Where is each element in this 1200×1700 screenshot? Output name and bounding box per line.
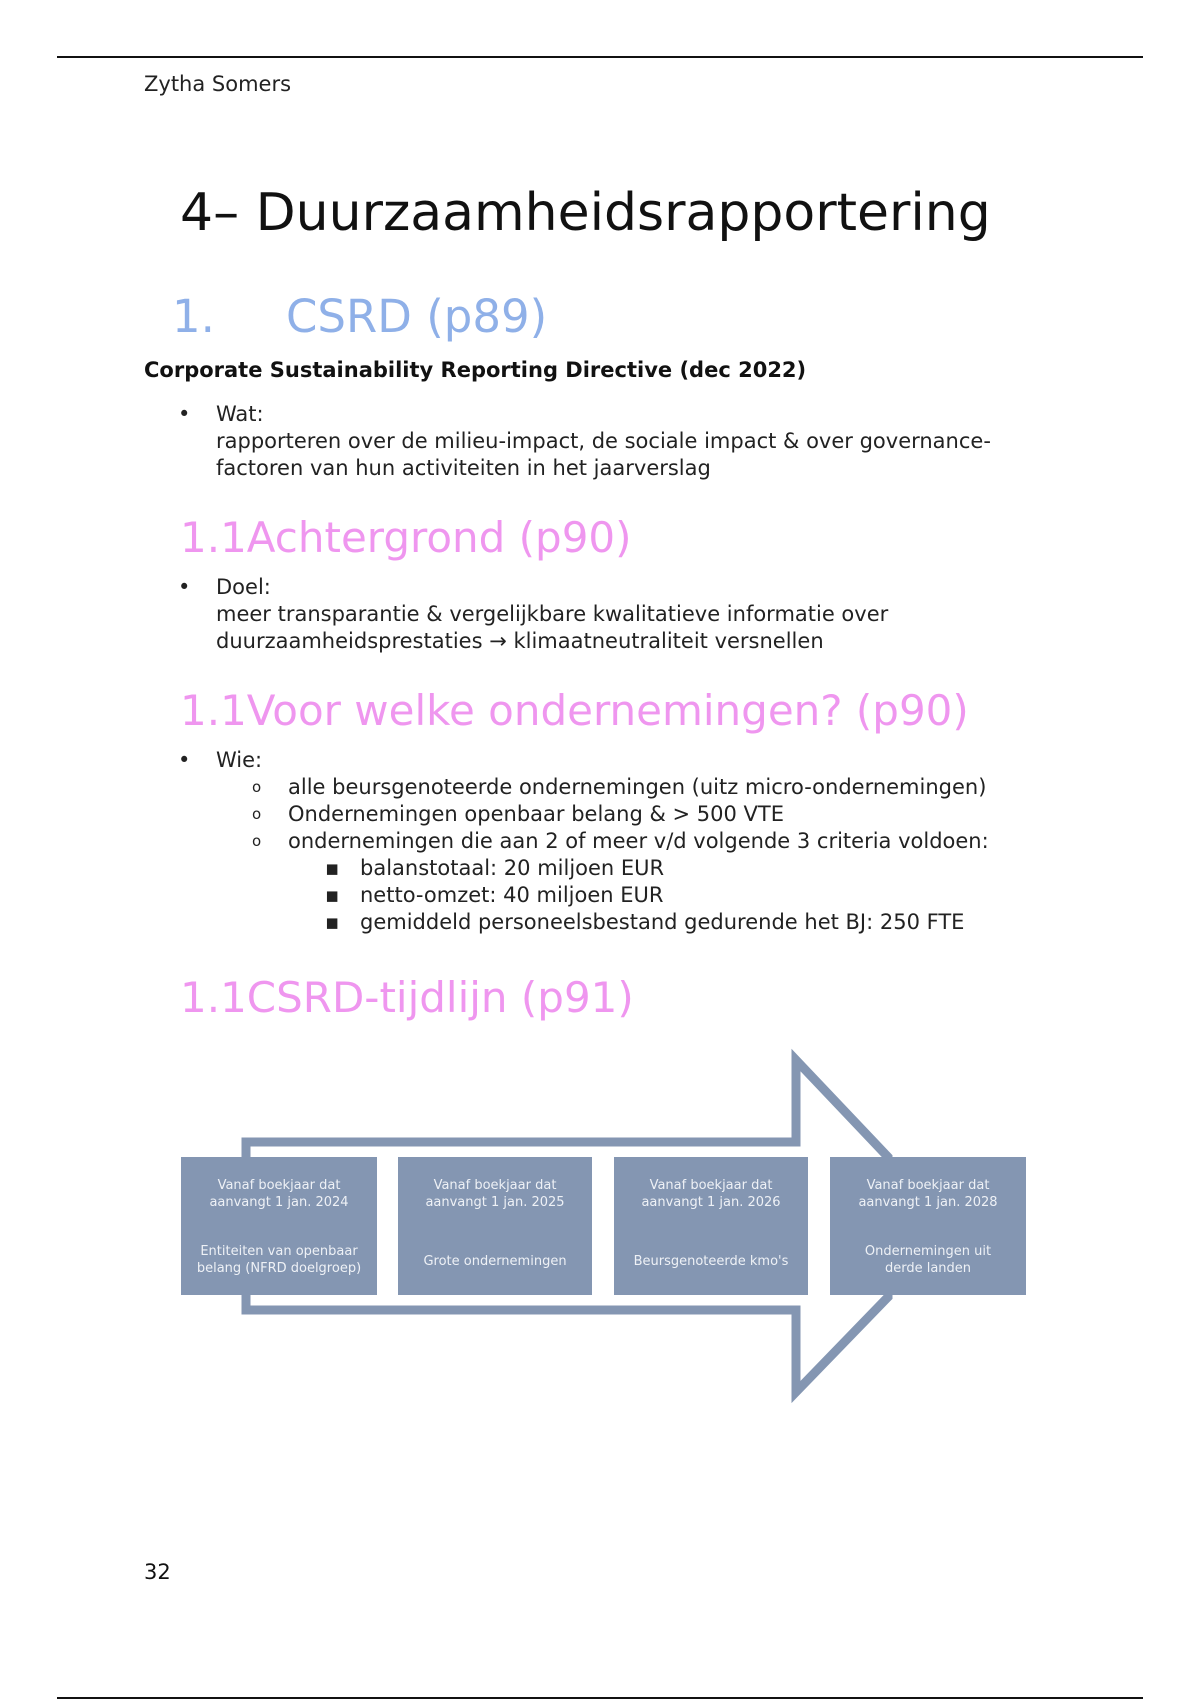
bullet-icon: •: [178, 402, 191, 426]
timeline-step-date: Vanaf boekjaar dat aanvangt 1 jan. 2028: [858, 1178, 998, 1210]
bullet-label: Doel:: [216, 575, 271, 599]
timeline-step: [181, 1157, 377, 1295]
bullet-text-line: factoren van hun activiteiten in het jaarverslag: [216, 456, 711, 480]
timeline-step: [830, 1157, 1026, 1295]
criteria-item: ▪ netto-omzet: 40 miljoen EUR: [325, 883, 664, 907]
bullet-text-line: duurzaamheidsprestaties → klimaatneutraliteit versnellen: [216, 629, 824, 653]
circle-bullet-icon: o: [252, 832, 262, 850]
sub-list-item: o Ondernemingen openbaar belang & > 500 VTE: [252, 802, 785, 826]
heading-voor-welke: 1.1Voor welke ondernemingen? (p90): [180, 686, 969, 735]
square-bullet-icon: ▪: [325, 910, 340, 934]
timeline-step: [614, 1157, 808, 1295]
section-title: CSRD (p89): [286, 290, 548, 343]
page-number: 32: [144, 1560, 171, 1584]
timeline-step-target: Ondernemingen uit derde landen: [864, 1244, 992, 1276]
footer-rule: [57, 1697, 1143, 1699]
bullet-icon: •: [178, 748, 191, 772]
bullet-text-line: rapporteren over de milieu-impact, de sociale impact & over governance-: [216, 429, 991, 453]
circle-bullet-icon: o: [252, 778, 262, 796]
criteria-item: ▪ balanstotaal: 20 miljoen EUR: [325, 856, 665, 880]
timeline-step-date: Vanaf boekjaar dat aanvangt 1 jan. 2024: [209, 1178, 349, 1210]
bullet-icon: •: [178, 575, 191, 599]
heading-tijdlijn: 1.1CSRD-tijdlijn (p91): [180, 973, 634, 1022]
circle-bullet-icon: o: [252, 805, 262, 823]
section-subtitle: Corporate Sustainability Reporting Directive (dec 2022): [144, 358, 807, 382]
section-number: 1.: [172, 290, 215, 343]
bullet-text-line: meer transparantie & vergelijkbare kwalitatieve informatie over: [216, 602, 889, 626]
timeline-step-target: Entiteiten van openbaar belang (NFRD doelgroep): [196, 1244, 362, 1276]
bullet-label: Wat:: [216, 402, 264, 426]
square-bullet-icon: ▪: [325, 856, 340, 880]
square-bullet-icon: ▪: [325, 883, 340, 907]
timeline-step-date: Vanaf boekjaar dat aanvangt 1 jan. 2026: [641, 1178, 781, 1210]
sub-list-item: o ondernemingen die aan 2 of meer v/d volgende 3 criteria voldoen:: [252, 829, 989, 853]
chapter-title: 4– Duurzaamheidsrapportering: [180, 183, 991, 243]
timeline-step-target: Grote ondernemingen: [423, 1254, 567, 1269]
timeline-step: [398, 1157, 592, 1295]
timeline-step-target: Beursgenoteerde kmo's: [633, 1254, 789, 1269]
heading-achtergrond: 1.1Achtergrond (p90): [180, 513, 632, 562]
sub-list-item: o alle beursgenoteerde ondernemingen (uitz micro-ondernemingen): [252, 775, 987, 799]
criteria-item: ▪ gemiddeld personeelsbestand gedurende het BJ: 250 FTE: [325, 910, 965, 934]
bullet-label: Wie:: [216, 748, 263, 772]
timeline-step-date: Vanaf boekjaar dat aanvangt 1 jan. 2025: [425, 1178, 565, 1210]
author-name: Zytha Somers: [144, 72, 292, 96]
